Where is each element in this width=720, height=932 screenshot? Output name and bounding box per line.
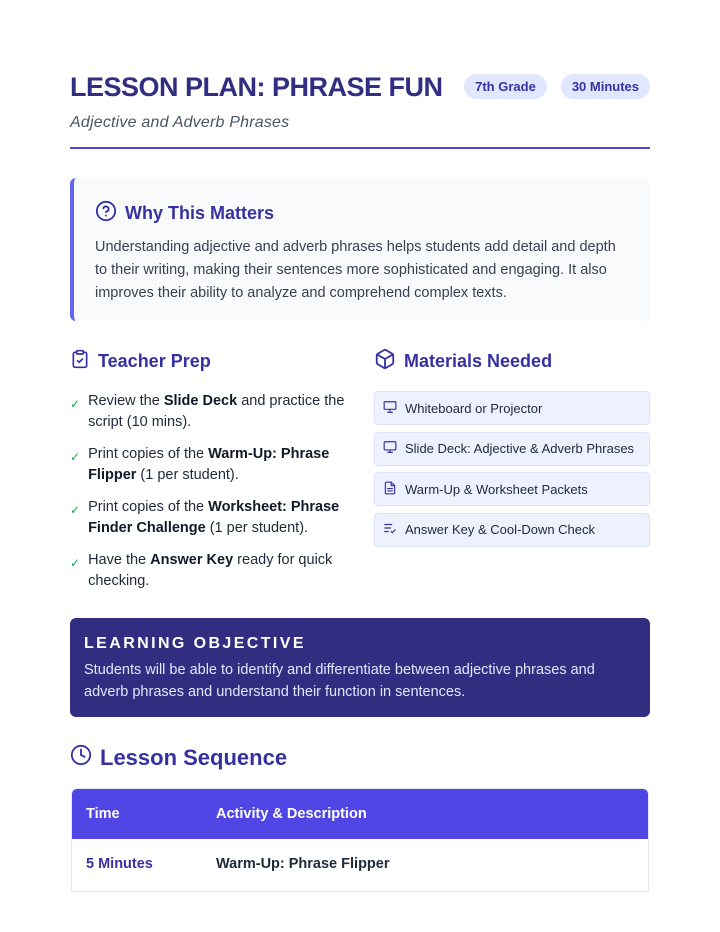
- header-divider: [70, 147, 650, 149]
- material-item: Answer Key & Cool-Down Check: [374, 513, 650, 547]
- question-circle-icon: [95, 200, 117, 227]
- clipboard-check-icon: [70, 348, 90, 375]
- column-header-time: Time: [86, 806, 120, 822]
- check-icon: ✓: [70, 450, 81, 464]
- clock-icon: [70, 744, 92, 771]
- why-title: Why This Matters: [125, 203, 275, 223]
- page-title: LESSON PLAN: PHRASE FUN: [70, 72, 443, 102]
- list-check-icon: [383, 521, 397, 538]
- check-icon: ✓: [70, 503, 81, 517]
- teacher-prep-section: [70, 348, 350, 603]
- check-icon: ✓: [70, 397, 81, 411]
- objective-label: LEARNING OBJECTIVE: [84, 635, 306, 652]
- materials-title: Materials Needed: [404, 351, 553, 371]
- material-item: Whiteboard or Projector: [374, 391, 650, 425]
- prep-item: ✓ Have the Answer Key ready for quick checking.: [70, 550, 350, 592]
- why-body: Understanding adjective and adverb phrases helps students add detail and depth to their writing, making their sentences more sophisticated and engaging. It also improves their ability to analyze and comprehend complex texts.: [95, 239, 616, 301]
- why-this-matters-card: [70, 178, 650, 321]
- learning-objective-banner: [70, 618, 650, 717]
- prep-list: [70, 391, 350, 592]
- row-time: 5 Minutes: [86, 856, 153, 872]
- table-row: [72, 839, 648, 889]
- materials-section: [374, 348, 650, 553]
- material-item: Slide Deck: Adjective & Adverb Phrases: [374, 432, 650, 466]
- badge-group: [464, 74, 650, 99]
- lesson-header: [70, 70, 650, 132]
- teacher-prep-title: Teacher Prep: [98, 351, 211, 371]
- grade-badge: 7th Grade: [464, 74, 547, 99]
- teacher-prep-heading: [70, 348, 350, 375]
- column-header-activity: Activity & Description: [216, 806, 367, 822]
- why-heading: [95, 200, 630, 227]
- document-icon: [383, 481, 397, 498]
- material-item: Warm-Up & Worksheet Packets: [374, 472, 650, 506]
- prep-item: ✓ Print copies of the Warm-Up: Phrase Flipper (1 per student).: [70, 444, 350, 486]
- box-icon: [374, 348, 396, 375]
- check-icon: ✓: [70, 556, 81, 570]
- row-activity: Warm-Up: Phrase Flipper: [216, 856, 390, 872]
- page-subtitle: Adjective and Adverb Phrases: [70, 114, 290, 131]
- materials-list: [374, 391, 650, 547]
- presentation-icon: [383, 400, 397, 417]
- materials-heading: [374, 348, 650, 375]
- duration-badge: 30 Minutes: [561, 74, 650, 99]
- prep-item: ✓ Review the Slide Deck and practice the script (10 mins).: [70, 391, 350, 433]
- objective-body: Students will be able to identify and differentiate between adjective phrases and adverb phrases and understand their function in sentences.: [84, 662, 595, 700]
- lesson-sequence-heading: [70, 744, 287, 771]
- table-header: [72, 789, 648, 839]
- monitor-icon: [383, 440, 397, 457]
- lesson-sequence-table: [71, 788, 649, 892]
- lesson-sequence-title: Lesson Sequence: [100, 744, 288, 770]
- prep-item: ✓ Print copies of the Worksheet: Phrase Finder Challenge (1 per student).: [70, 497, 350, 539]
